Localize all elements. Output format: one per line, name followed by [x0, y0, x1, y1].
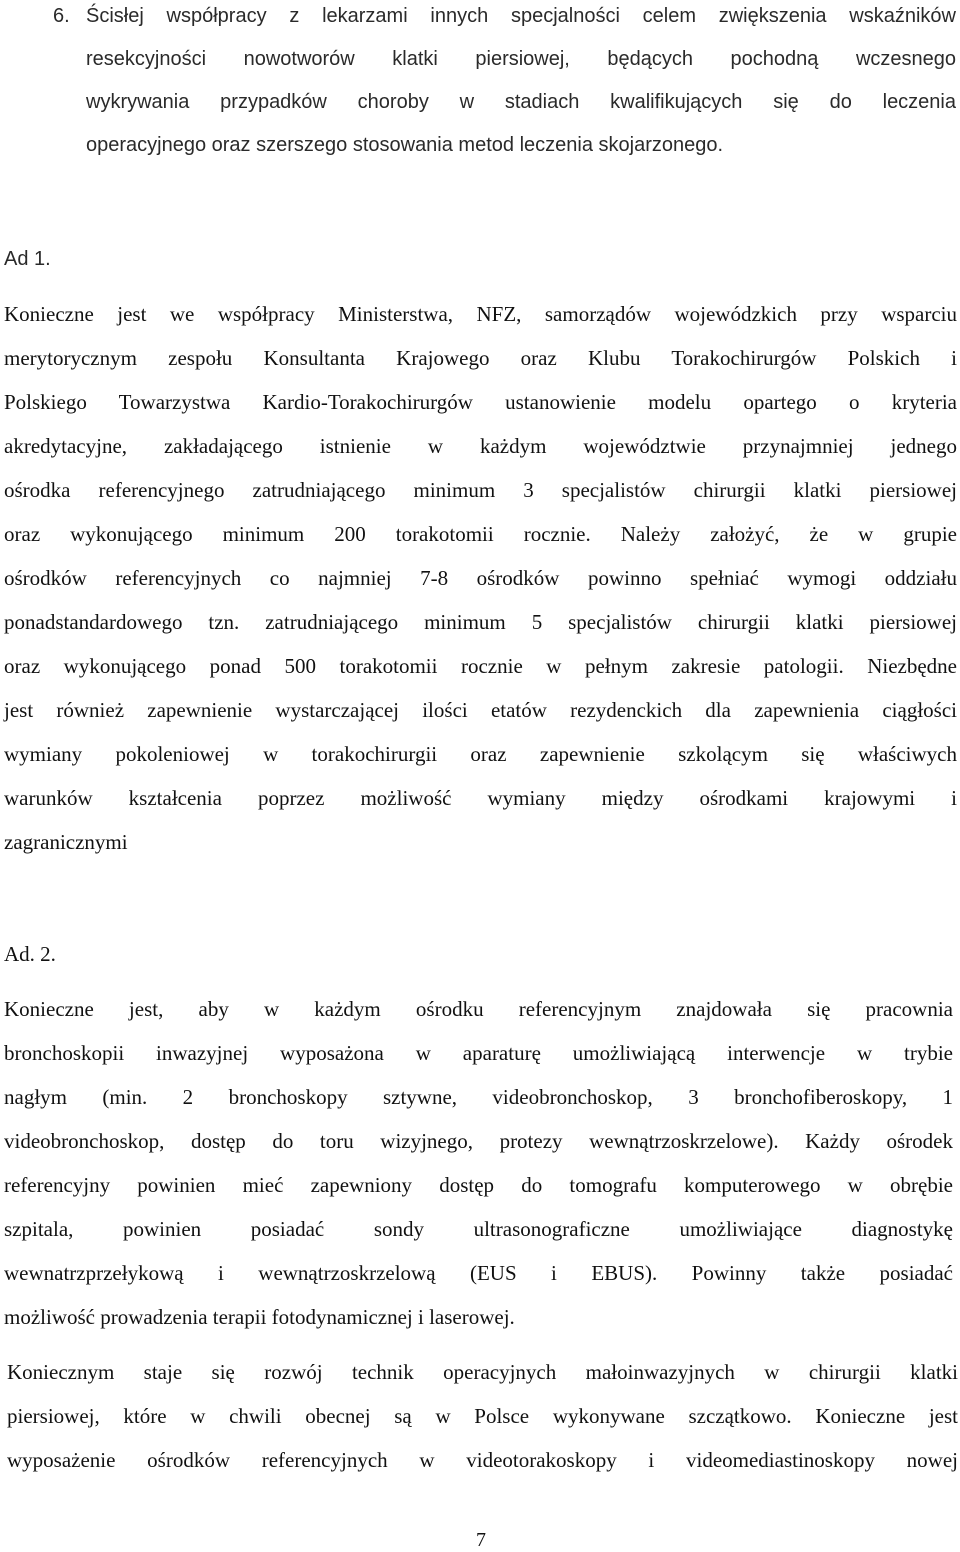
- paragraph-line: nagłym (min. 2 bronchoskopy sztywne, videobronchoskop, 3 bronchofiberoskopy, 1: [4, 1085, 953, 1109]
- section-heading-ad-2: Ad. 2.: [4, 942, 56, 966]
- item-6-line: operacyjnego oraz szerszego stosowania metod leczenia skojarzonego.: [86, 134, 724, 156]
- section-heading-ad-1: Ad 1.: [4, 248, 51, 270]
- item-6-line: resekcyjności nowotworów klatki piersiowej, będących pochodną wczesnego: [86, 48, 956, 70]
- paragraph-line: Polskiego Towarzystwa Kardio-Torakochirurgów ustanowienie modelu opartego o kryteria: [4, 390, 957, 414]
- paragraph-line: szpitala, powinien posiadać sondy ultrasonograficzne umożliwiające diagnostykę: [4, 1217, 953, 1241]
- paragraph-line: akredytacyjne, zakładającego istnienie w każdym województwie przynajmniej jednego: [4, 434, 957, 458]
- item-number: 6.: [53, 5, 70, 27]
- paragraph-line: ponadstandardowego tzn. zatrudniającego minimum 5 specjalistów chirurgii klatki piersiowej: [4, 610, 957, 634]
- paragraph-line: wyposażenie ośrodków referencyjnych w videotorakoskopy i videomediastinoskopy nowej: [7, 1448, 958, 1472]
- paragraph-line: oraz wykonującego minimum 200 torakotomii rocznie. Należy założyć, że w grupie: [4, 522, 957, 546]
- paragraph-line: oraz wykonującego ponad 500 torakotomii rocznie w pełnym zakresie patologii. Niezbędne: [4, 654, 957, 678]
- page-number: 7: [476, 1529, 486, 1551]
- paragraph-line: ośrodka referencyjnego zatrudniającego minimum 3 specjalistów chirurgii klatki piersiowej: [4, 478, 957, 502]
- paragraph-line: Koniecznym staje się rozwój technik operacyjnych małoinwazyjnych w chirurgii klatki: [7, 1360, 958, 1384]
- paragraph-line: bronchoskopii inwazyjnej wyposażona w aparaturę umożliwiającą interwencje w trybie: [4, 1041, 953, 1065]
- paragraph-line: zagranicznymi: [4, 830, 128, 854]
- paragraph-line: videobronchoskop, dostęp do toru wizyjnego, protezy wewnątrzoskrzelowe). Każdy ośrodek: [4, 1129, 953, 1153]
- paragraph-line: wymiany pokoleniowej w torakochirurgii oraz zapewnienie szkolącym się właściwych: [4, 742, 957, 766]
- item-6-line: Ścisłej współpracy z lekarzami innych specjalności celem zwiększenia wskaźników: [86, 5, 956, 27]
- paragraph-line: merytorycznym zespołu Konsultanta Krajowego oraz Klubu Torakochirurgów Polskich i: [4, 346, 957, 370]
- paragraph-line: Konieczne jest, aby w każdym ośrodku referencyjnym znajdowała się pracownia: [4, 997, 953, 1021]
- item-6-line: wykrywania przypadków choroby w stadiach kwalifikujących się do leczenia: [86, 91, 956, 113]
- paragraph-line: możliwość prowadzenia terapii fotodynamicznej i laserowej.: [4, 1305, 515, 1329]
- paragraph-line: jest również zapewnienie wystarczającej ilości etatów rezydenckich dla zapewnienia ciągłości: [4, 698, 957, 722]
- paragraph-line: referencyjny powinien mieć zapewniony dostęp do tomografu komputerowego w obrębie: [4, 1173, 953, 1197]
- paragraph-line: Konieczne jest we współpracy Ministerstwa, NFZ, samorządów wojewódzkich przy wsparciu: [4, 302, 957, 326]
- paragraph-line: ośrodków referencyjnych co najmniej 7-8 ośrodków powinno spełniać wymogi oddziału: [4, 566, 957, 590]
- paragraph-line: piersiowej, które w chwili obecnej są w Polsce wykonywane szczątkowo. Konieczne jest: [7, 1404, 958, 1428]
- paragraph-line: warunków kształcenia poprzez możliwość wymiany między ośrodkami krajowymi i: [4, 786, 957, 810]
- paragraph-line: wewnatrzprzełykową i wewnątrzoskrzelową (EUS i EBUS). Powinny także posiadać: [4, 1261, 953, 1285]
